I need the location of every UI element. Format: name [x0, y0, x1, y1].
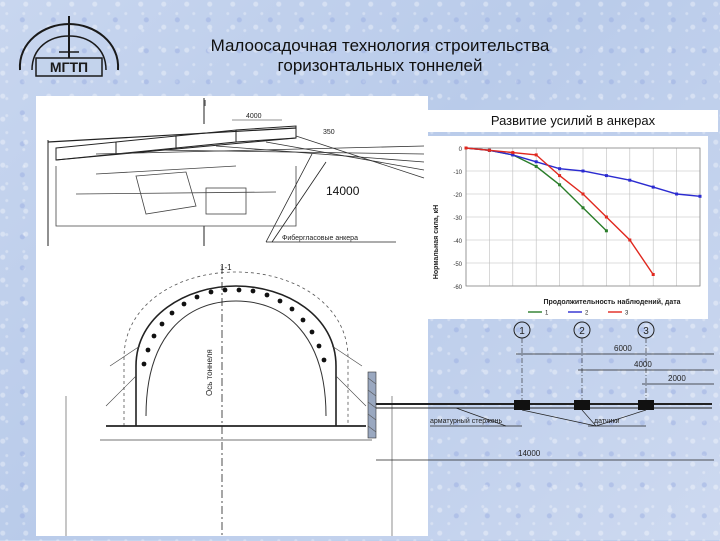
svg-text:I: I	[204, 99, 207, 108]
y-tick-label: -10	[453, 170, 462, 176]
sensor-3	[638, 400, 654, 410]
series-point-3	[582, 193, 585, 196]
series-point-2	[628, 179, 631, 182]
series-point-2	[535, 160, 538, 163]
chart-ylabel: Нормальная сила, кН	[433, 204, 440, 280]
svg-text:1: 1	[519, 326, 525, 337]
chart-xlabel: Продолжительность наблюдений, дата	[543, 299, 681, 306]
series-point-2	[582, 170, 585, 173]
series-point-1	[605, 229, 608, 232]
series-point-3	[628, 239, 631, 242]
page-title	[150, 36, 610, 76]
label-14000: 14000	[326, 184, 360, 198]
section-label: 1-1	[220, 263, 232, 272]
axis-label: Ось тоннеля	[205, 349, 214, 396]
dim-2000: 2000	[668, 374, 686, 383]
series-point-2	[699, 195, 702, 198]
series-point-2	[605, 174, 608, 177]
series-point-3	[511, 151, 514, 154]
sensor-2	[574, 400, 590, 410]
y-tick-label: -50	[453, 262, 462, 268]
y-tick-label: -20	[453, 193, 462, 199]
sensor-1	[514, 400, 530, 410]
y-tick-label: 0	[458, 147, 462, 153]
series-point-1	[582, 206, 585, 209]
dim-350: 350	[323, 129, 335, 136]
series-point-3	[465, 147, 468, 150]
series-point-2	[558, 167, 561, 170]
svg-text:3: 3	[643, 326, 649, 337]
dim-4000: 4000	[634, 360, 652, 369]
chart-panel	[428, 136, 708, 319]
legend-label-3: 3	[625, 310, 629, 317]
legend-label-1: 1	[545, 310, 549, 317]
series-point-1	[558, 183, 561, 186]
y-tick-label: -40	[453, 239, 462, 245]
sensors-label: датчики	[594, 418, 620, 425]
series-point-3	[488, 149, 491, 152]
series-point-3	[558, 174, 561, 177]
y-tick-label: -30	[453, 216, 462, 222]
series-point-3	[652, 273, 655, 276]
circle-marker-1	[514, 322, 530, 400]
series-point-3	[605, 216, 608, 219]
title-line-2: горизонтальных тоннелей	[277, 56, 483, 75]
chart-svg	[428, 136, 708, 319]
y-tick-label: -60	[453, 285, 462, 291]
chart-title: Развитие усилий в анкерах	[428, 110, 718, 132]
title-line-1: Малоосадочная технология строительства	[210, 36, 550, 55]
circle-marker-2	[574, 322, 590, 400]
dim-6000: 6000	[614, 344, 632, 353]
mgtp-logo	[14, 12, 124, 82]
anchor-label: Фибергласовые анкера	[282, 235, 358, 242]
logo-text: МГТП	[49, 59, 89, 75]
legend-label-2: 2	[585, 310, 589, 317]
svg-text:2: 2	[579, 326, 585, 337]
dim-14000: 14000	[518, 449, 541, 458]
series-point-2	[652, 186, 655, 189]
series-point-2	[675, 193, 678, 196]
rod-label: арматурный стержень	[430, 418, 503, 425]
dim-4000-top: 4000	[246, 113, 262, 120]
series-point-1	[535, 165, 538, 168]
series-point-3	[535, 153, 538, 156]
